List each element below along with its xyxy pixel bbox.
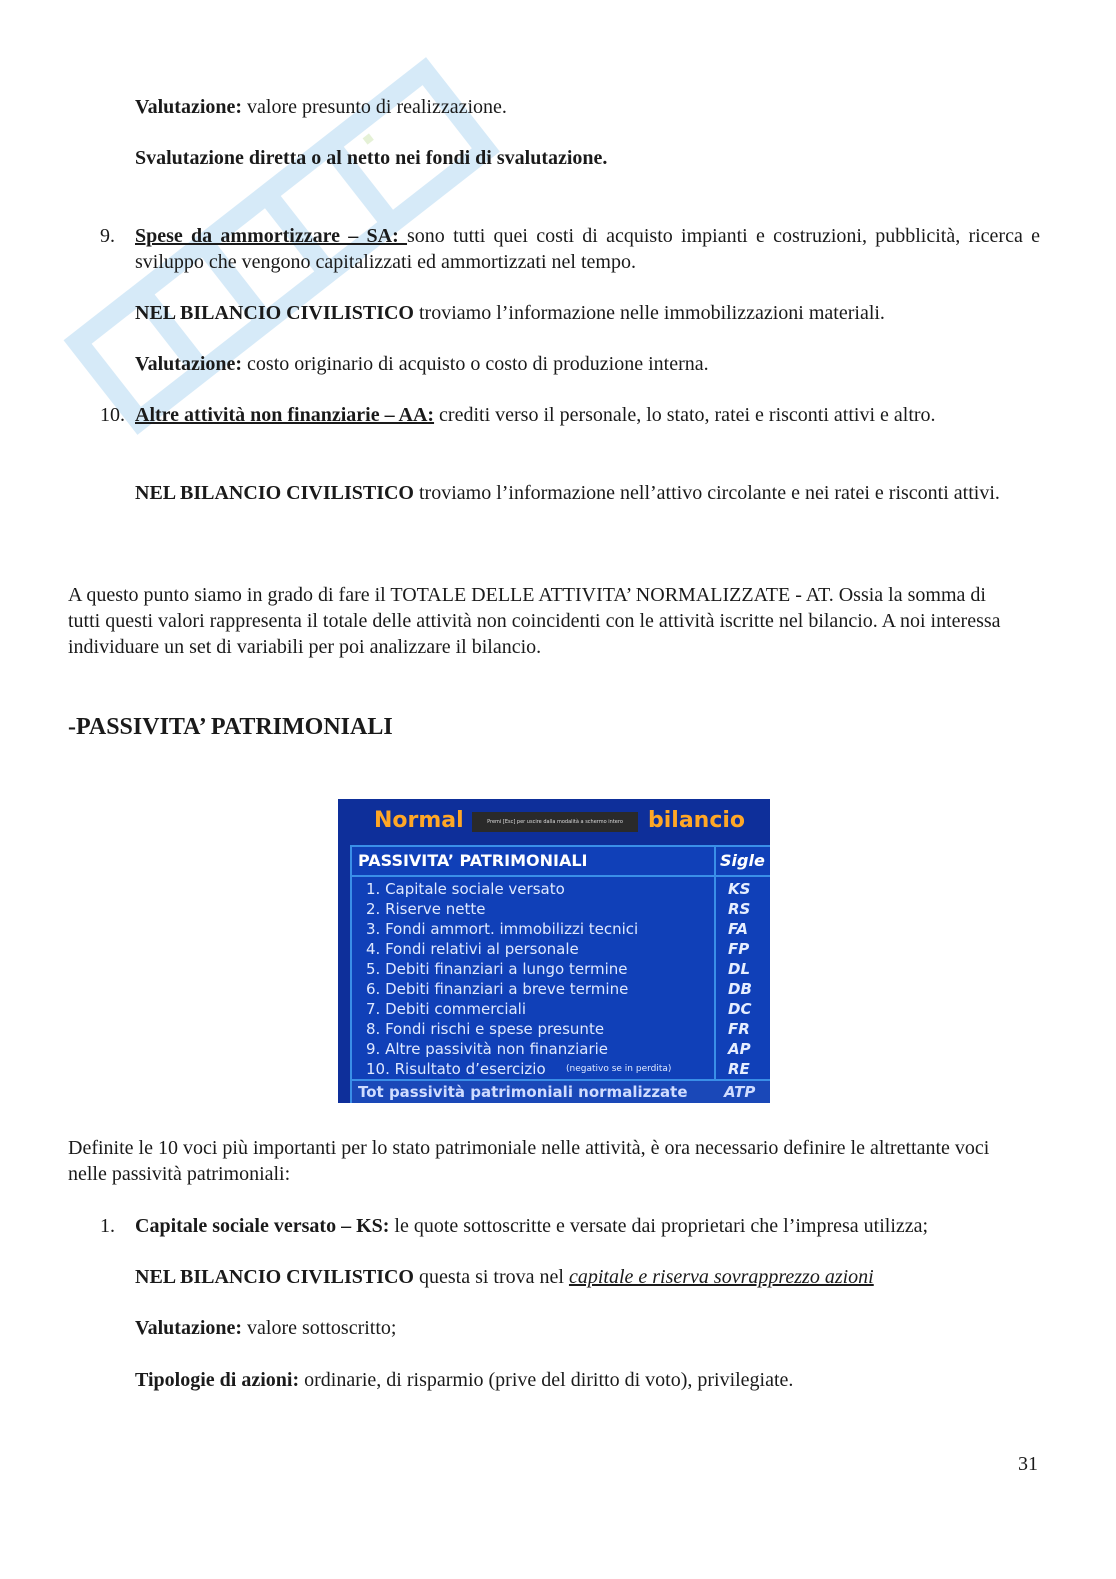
slide-row-sigla: DC — [728, 1000, 752, 1018]
slide-row-label: 5. Debiti finanziari a lungo termine — [366, 960, 628, 978]
valutazione-label: Valutazione: — [135, 1317, 243, 1339]
valutazione-line — [135, 94, 1040, 120]
slide-row — [352, 899, 770, 919]
civilistico-label: NEL BILANCIO CIVILISTICO — [135, 302, 414, 324]
civilistico-link: capitale e riserva sovrapprezzo azioni — [568, 1266, 874, 1288]
item-9-text: sono tutti quei costi di acquisto impianti e costruzioni, pubblicità, ricerca e sviluppo che vengono capitalizzati ed ammortizzati nel tempo. — [135, 225, 1040, 273]
slide-row-label: 4. Fondi relativi al personale — [366, 940, 579, 958]
slide-row-label: 9. Altre passività non finanziarie — [366, 1040, 609, 1058]
slide-row-label: 3. Fondi ammort. immobilizzi tecnici — [366, 920, 639, 938]
slide-title-left: Normal — [374, 808, 464, 833]
slide-row-note: (negativo se in perdita) — [566, 1064, 672, 1074]
item-10-number: 10. — [100, 404, 125, 426]
svalutazione-line — [135, 145, 1040, 171]
item-9-civilistico — [135, 300, 1040, 326]
item-10-paragraph — [135, 402, 1040, 428]
item-10-civilistico — [135, 480, 1040, 506]
civilistico-text: questa si trova nel — [413, 1266, 569, 1288]
slide-row — [352, 1039, 770, 1059]
slide-row-sigla: FA — [728, 920, 748, 938]
header-sigle: Sigle — [720, 851, 765, 870]
slide-row-sigla: FP — [728, 940, 750, 958]
pitem-1-text: le quote sottoscritte e versate dai proprietari che l’impresa utilizza; — [389, 1215, 929, 1237]
civilistico-text: troviamo l’informazione nelle immobilizzazioni materiali. — [413, 302, 885, 324]
pitem-1-paragraph — [135, 1213, 1040, 1239]
civilistico-label: NEL BILANCIO CIVILISTICO — [135, 482, 414, 504]
slide-title-right: bilancio — [648, 808, 746, 833]
slide-row-sigla: DL — [728, 960, 751, 978]
fullscreen-overlay: Premi [Esc] per uscire dalla modalità a schermo intero — [472, 812, 638, 832]
slide-row-label: 1. Capitale sociale versato — [366, 880, 565, 898]
slide-row — [352, 979, 770, 999]
slide-row — [352, 999, 770, 1019]
slide-row-sigla: RE — [728, 1060, 750, 1078]
svalutazione-text: Svalutazione diretta o al netto nei fondi di svalutazione. — [135, 147, 608, 169]
slide-image — [338, 799, 770, 1103]
civilistico-label: NEL BILANCIO CIVILISTICO — [135, 1266, 414, 1288]
total-sigla: ATP — [724, 1083, 756, 1101]
pitem-1-tipologie — [135, 1367, 1040, 1393]
slide-row — [352, 1059, 770, 1079]
slide-row-label: 8. Fondi rischi e spese presunte — [366, 1020, 605, 1038]
slide-row-label: 2. Riserve nette — [366, 900, 486, 918]
item-10-text: crediti verso il personale, lo stato, ratei e risconti attivi e altro. — [434, 404, 936, 426]
pitem-1-civilistico — [135, 1264, 1040, 1290]
slide-title — [338, 803, 770, 839]
summary-paragraph: A questo punto siamo in grado di fare il TOTALE DELLE ATTIVITA’ NORMALIZZATE - AT. Ossia la somma di tutti questi valori rappresenta il totale delle attività non coincidenti con le attività iscritte nel bilancio. A noi interessa individuare un set di variabili per poi analizzare il bilancio. — [68, 584, 1001, 658]
slide-row-sigla: AP — [728, 1040, 751, 1058]
pitem-1-valutazione — [135, 1315, 1040, 1341]
valutazione-text: valore presunto di realizzazione. — [242, 96, 507, 118]
pitem-1-number: 1. — [100, 1215, 115, 1237]
slide-row-label: 7. Debiti commerciali — [366, 1000, 527, 1018]
valutazione-label: Valutazione: — [135, 96, 243, 118]
page-number: 31 — [1018, 1453, 1038, 1475]
item-9-number: 9. — [100, 225, 115, 247]
slide-row — [352, 939, 770, 959]
valutazione-label: Valutazione: — [135, 353, 243, 375]
item-10-title: Altre attività non finanziarie – AA: — [135, 404, 435, 426]
tipologie-text: ordinarie, di risparmio (prive del diritto di voto), privilegiate. — [299, 1369, 794, 1391]
slide-table-header — [352, 847, 770, 877]
slide-row-label: 6. Debiti finanziari a breve termine — [366, 980, 629, 998]
slide-row — [352, 879, 770, 899]
valutazione-text: costo originario di acquisto o costo di produzione interna. — [242, 353, 709, 375]
pitem-1-title: Capitale sociale versato – KS: — [135, 1215, 390, 1237]
valutazione-text: valore sottoscritto; — [242, 1317, 397, 1339]
slide-total-row — [352, 1079, 770, 1103]
slide-row — [352, 959, 770, 979]
section-heading: -PASSIVITA’ PATRIMONIALI — [68, 714, 393, 740]
tipologie-label: Tipologie di azioni: — [135, 1369, 300, 1391]
item-9-paragraph — [135, 223, 1040, 275]
intro-paragraph: Definite le 10 voci più importanti per lo stato patrimoniale nelle attività, è ora necessario definire le altrettante voci nelle passività patrimoniali: — [68, 1137, 990, 1185]
slide-row-sigla: DB — [728, 980, 752, 998]
item-9-title: Spese da ammortizzare – SA: — [135, 225, 408, 247]
total-label: Tot passività patrimoniali normalizzate — [358, 1083, 688, 1101]
slide-table — [350, 845, 770, 1103]
slide-row-sigla: FR — [728, 1020, 750, 1038]
slide-row-label: 10. Risultato d’esercizio — [366, 1060, 546, 1078]
header-label: PASSIVITA’ PATRIMONIALI — [358, 851, 588, 870]
slide-row-sigla: KS — [728, 880, 751, 898]
civilistico-text: troviamo l’informazione nell’attivo circolante e nei ratei e risconti attivi. — [413, 482, 1000, 504]
slide-row — [352, 919, 770, 939]
slide-row — [352, 1019, 770, 1039]
item-9-valutazione — [135, 351, 1040, 377]
slide-row-sigla: RS — [728, 900, 751, 918]
